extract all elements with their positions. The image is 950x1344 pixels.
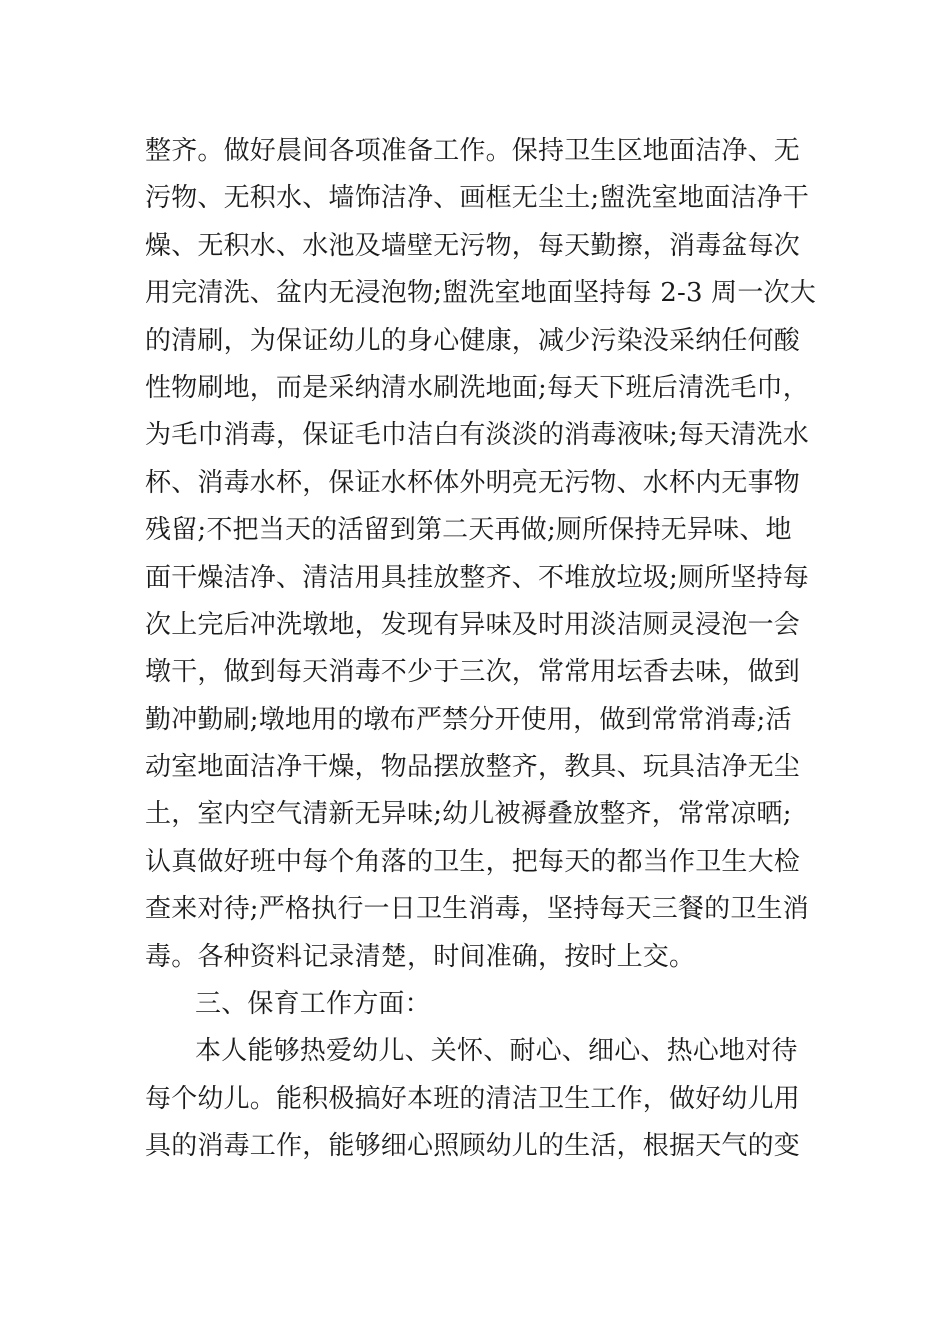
text-line: 墩干，做到每天消毒不少于三次，常常用坛香去味，做到 [145, 657, 801, 688]
text-line: 动室地面洁净干燥，物品摆放整齐，教具、玩具洁净无尘 [145, 752, 801, 783]
text-line: 用完清洗、盆内无浸泡物;盥洗室地面坚持每 2-3 周一次大 [145, 278, 816, 309]
body-text [145, 128, 815, 1171]
text-line: 面干燥洁净、清洁用具挂放整齐、不堆放垃圾;厕所坚持每 [145, 562, 809, 593]
text-line: 土，室内空气清新无异味;幼儿被褥叠放整齐，常常凉晒; [145, 799, 792, 830]
text-line: 毒。各种资料记录清楚，时间准确，按时上交。 [145, 941, 696, 972]
text-line: 勤冲勤刷;墩地用的墩布严禁分开使用，做到常常消毒;活 [145, 704, 792, 735]
text-line: 的清刷，为保证幼儿的身心健康，减少污染没采纳任何酸 [145, 325, 801, 356]
text-line: 为毛巾消毒，保证毛巾洁白有淡淡的消毒液味;每天清洗水 [145, 420, 809, 451]
paragraph-start-line: 本人能够热爱幼儿、关怀、耐心、细心、热心地对待 [195, 1036, 798, 1067]
text-line: 整齐。做好晨间各项准备工作。保持卫生区地面洁净、无 [145, 136, 801, 166]
text-line: 污物、无积水、墙饰洁净、画框无尘土;盥洗室地面洁净干 [145, 183, 809, 214]
text-line: 次上完后冲洗墩地，发现有异味及时用淡洁厕灵浸泡一会 [145, 609, 801, 640]
text-line: 燥、无积水、水池及墙壁无污物，每天勤擦，消毒盆每次 [145, 230, 801, 261]
text-line: 性物刷地，而是采纳清水刷洗地面;每天下班后清洗毛巾， [145, 372, 809, 403]
text-line: 杯、消毒水杯，保证水杯体外明亮无污物、水杯内无事物 [145, 467, 801, 498]
section-heading: 三、保育工作方面： [195, 989, 431, 1020]
text-line: 认真做好班中每个角落的卫生，把每天的都当作卫生大检 [145, 846, 801, 877]
text-line: 查来对待;严格执行一日卫生消毒，坚持每天三餐的卫生消 [145, 894, 809, 925]
text-line: 具的消毒工作，能够细心照顾幼儿的生活，根据天气的变 [145, 1131, 801, 1162]
text-line: 残留;不把当天的活留到第二天再做;厕所保持无异味、地 [145, 515, 792, 546]
text-line: 每个幼儿。能积极搞好本班的清洁卫生工作，做好幼儿用 [145, 1083, 801, 1114]
